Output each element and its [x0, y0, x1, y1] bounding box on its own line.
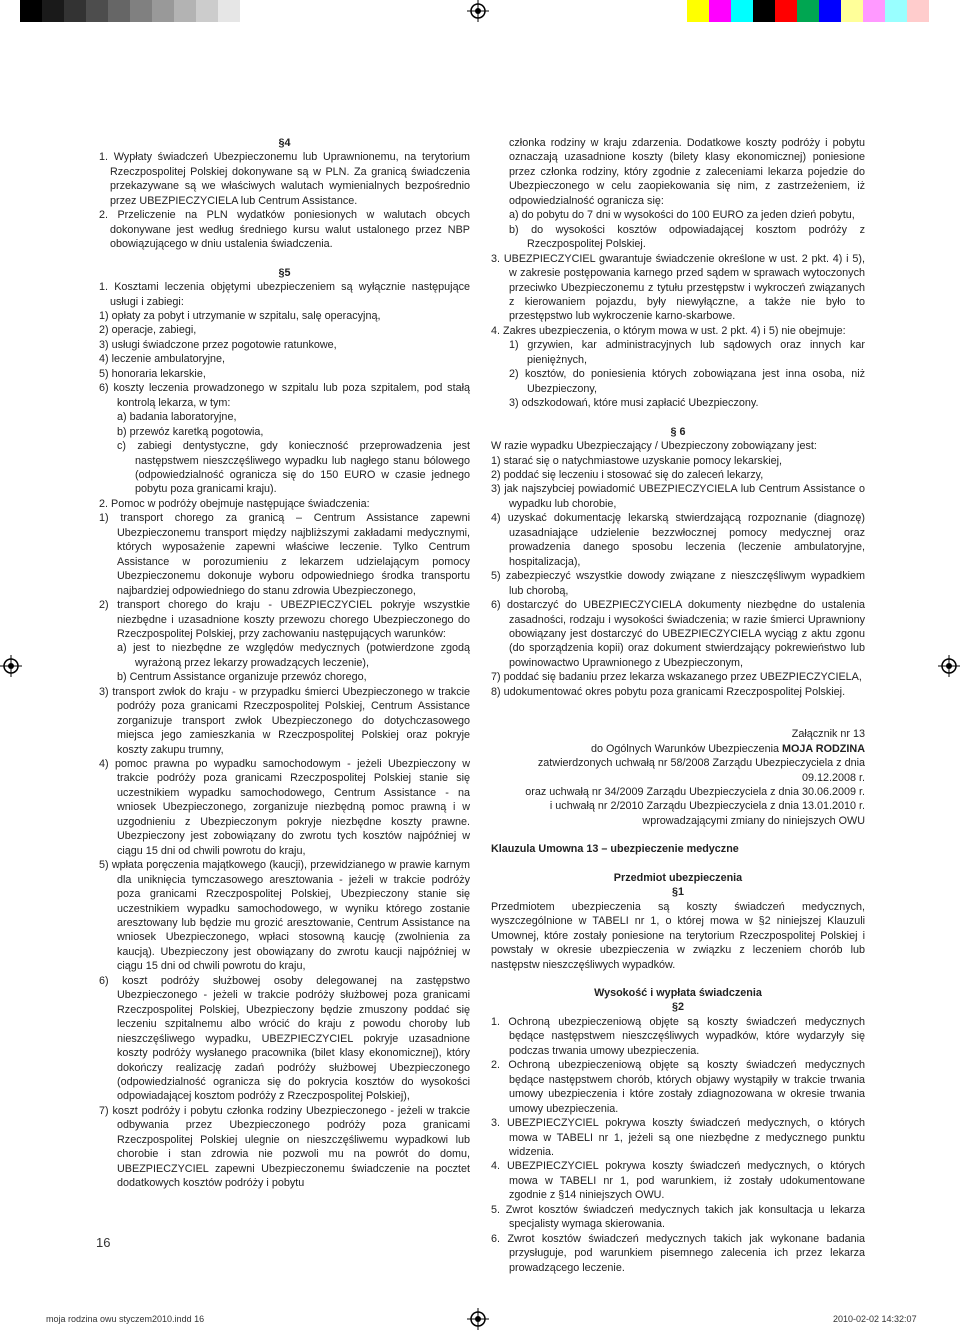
list-item: 2) operacje, zabiegi, — [99, 324, 197, 337]
paragraph: 1. Wypłaty świadczeń Ubezpieczonemu lub Uprawnionemu, na terytorium Rzeczpospolitej Polskiej dokonywane są w PLN. Za granicą świadczenia przekazywane są we właściwych walutach wymienialnych bezpośrednio przez UBEZPIECZYCIELA lub Centrum Assistance. — [99, 151, 470, 207]
color-swatch — [797, 0, 819, 22]
annex-line: do Ogólnych Warunków Ubezpieczenia MOJA RODZINA — [590, 742, 865, 755]
section-heading: § 6 — [670, 425, 686, 438]
page-number: 16 — [96, 1235, 111, 1250]
color-swatch — [841, 0, 863, 22]
registration-mark-icon — [0, 655, 22, 677]
list-item: 7) poddać się badaniu przez lekarza wskazanego przez UBEZPIECZYCIELA, — [491, 671, 862, 684]
color-swatch — [20, 0, 42, 22]
list-item: 5. Zwrot kosztów świadczeń medycznych takich jak konsultacja u lekarza specjalisty wymaga skierowania. — [491, 1203, 865, 1231]
list — [99, 685, 470, 1191]
color-swatch — [218, 0, 240, 22]
list-item: 3. UBEZPIECZYCIEL pokrywa koszty świadczeń medycznych, o których mowa w TABELI nr 1, jeżeli są one niezbędne z medycznego punktu widzenia. — [491, 1117, 865, 1158]
sub-list-item: a) badania laboratoryjne, — [117, 411, 237, 424]
paragraph: 4. Zakres ubezpieczenia, o którym mowa w ust. 2 pkt. 4) i 5) nie obejmuje: — [491, 324, 846, 337]
list-item: 5) honoraria lekarskie, — [99, 367, 206, 380]
list-item: 2) kosztów, do poniesienia których zobowiązana jest inna osoba, niż Ubezpieczony, — [509, 368, 865, 395]
list-item: 6. Zwrot kosztów świadczeń medycznych takich jak wykonane badania przysługuje, pod warunkiem pisemnego zalecenia ich przez lekarza prowadzącego leczenie. — [491, 1232, 865, 1274]
color-swatch — [174, 0, 196, 22]
list-item: 6) koszty leczenia prowadzonego w szpitalu lub poza szpitalem, pod stałą kontrolą lekarza, w tym: — [99, 382, 470, 409]
registration-mark-icon — [467, 1308, 489, 1330]
slug-date: 2010-02-02 14:32:07 — [833, 1314, 917, 1324]
list-item: 3) jak najszybciej powiadomić UBEZPIECZYCIELA lub Centrum Assistance o wypadku lub chorobie, — [491, 483, 865, 510]
list-item: 4) uzyskać dokumentację lekarską stwierdzającą rozpoznanie (diagnozę) uzasadniające udzielenie bezzwłocznej pomocy medycznej oraz prowadzenia danego sposobu leczenia (leczenie ambulatoryjne, hospitalizacja), — [491, 512, 865, 568]
annex-line: Załącznik nr 13 — [791, 728, 865, 741]
color-swatch — [731, 0, 753, 22]
registration-mark-icon — [467, 0, 489, 22]
left-column — [99, 136, 470, 1191]
list-item: 1. Ochroną ubezpieczeniową objęte są koszty świadczeń medycznych będące następstwem nieszczęśliwych wypadków, które wydarzyły się podczas trwania umowy ubezpieczenia. — [491, 1015, 865, 1057]
color-swatch — [775, 0, 797, 22]
list — [99, 511, 470, 641]
list-item: 1) transport chorego za granicą – Centrum Assistance zapewni Ubezpieczonemu transport między najbliższymi zakładami medycznymi, których wyposażenie zapewni właściwe leczenie. Tylko Centrum Assistance w porozumieniu z lekarzem udzielającym pomocy Ubezpieczonemu dokonuje wyboru odpowiedniego środka transportu najbardziej odpowiedniego do stanu zdrowia Ubezpieczonego, — [99, 512, 470, 597]
sub-list — [491, 208, 865, 251]
list-item: 3) odszkodowań, które musi zapłacić Ubezpieczony. — [509, 397, 759, 410]
list — [491, 454, 865, 700]
list-item: 5) zabezpieczyć wszystkie dowody związane z nieszczęśliwym wypadkiem lub chorobą, — [491, 570, 865, 597]
section-heading: Wysokość i wypłata świadczenia — [594, 987, 762, 1000]
color-swatch — [42, 0, 64, 22]
color-swatch — [196, 0, 218, 22]
paragraph: 2. Przeliczenie na PLN wydatków poniesionych w walutach obcych dokonywane jest według średniego kursu walut ustalonego przez NBP obowiązującego w dniu ustalenia świadczenia. — [99, 209, 470, 251]
sub-list-item: b) Centrum Assistance organizuje przewóz chorego, — [117, 671, 367, 684]
paragraph: 3. UBEZPIECZYCIEL gwarantuje świadczenie określone w ust. 2 pkt. 4) i 5), w zakresie postępowania karnego przed sądem w sprawach wytoczonych przeciwko Ubezpieczonemu z tytułu przestępstw i wykroczeń związanych z kierowaniem pojazdu, były niewyłączne, a także nie było to przestępstwo lub wykroczenie karno-skarbowe. — [491, 252, 865, 323]
list-item: 1) starać się o natychmiastowe uzyskanie pomocy lekarskiej, — [491, 454, 783, 467]
list-item: 4. UBEZPIECZYCIEL pokrywa koszty świadczeń medycznych, o których mowa w TABELI nr 1, pod warunkiem, iż zostały udokumentowane zgodnie z §14 niniejszych OWU. — [491, 1160, 865, 1202]
list-item: 8) udokumentować okres pobytu poza granicami Rzeczpospolitej Polskiej. — [491, 685, 846, 698]
slug-file: moja rodzina owu styczem2010.indd 16 — [46, 1314, 205, 1324]
color-swatch — [885, 0, 907, 22]
color-swatch — [863, 0, 885, 22]
color-swatch — [687, 0, 709, 22]
section-heading: §1 — [671, 886, 684, 899]
list — [491, 338, 865, 410]
list-item: 2) poddać się leczeniu i stosować się do zaleceń lekarzy, — [491, 468, 764, 481]
sub-list — [99, 641, 470, 684]
color-swatch — [819, 0, 841, 22]
annex-line: oraz uchwałą nr 34/2009 Zarządu Ubezpieczyciela z dnia 30.06.2009 r. — [525, 786, 865, 799]
color-swatch — [753, 0, 775, 22]
list-item: 5) wpłata poręczenia majątkowego (kaucji), przewidzianego w prawie karnym dla uniknięcia tymczasowego aresztowania - jeżeli w trakcie podróży poza granicami Rzeczpospolitej Polskiej, Ubezpieczony stanie się uczestnikiem wypadku samochodowego, w wyniku którego zostanie aresztowany lub będzie mu grozić aresztowanie, Centrum Assistance na wniosek Ubezpieczonego, wpłaci stosowną kaucję (zwolnienia za kaucją). Ubezpieczony jest obowiązany do zwrotu kaucji najpóźniej w ciągu 15 dni od chwili powrotu do kraju, — [99, 859, 470, 973]
color-swatch — [86, 0, 108, 22]
right-column — [491, 136, 865, 1275]
color-swatch — [108, 0, 130, 22]
sub-list — [99, 410, 470, 497]
annex-line: wprowadzającymi zmiany do niniejszych OWU — [642, 814, 865, 827]
paragraph: Przedmiotem ubezpieczenia są koszty świadczeń medycznych, wyszczególnione w TABELI nr 1, o której mowa w §2 niniejszej Klauzuli Umownej, które zostały poniesione na terytorium Rzeczpospolitej Polskiej i powstały w okresie ubezpieczenia w związku z leczeniem chorób lub następstw nieszczęśliwych wypadków. — [491, 900, 865, 971]
paragraph: członka rodziny w kraju zdarzenia. Dodatkowe koszty podróży i pobytu oznaczają uzasadnione koszty (bilety klasy ekonomicznej) poniesione przez członka rodziny, który zgodnie z zaleceniami lekarza pojedzie do Ubezpieczonego w celu zaopiekowania się nim, z zastrzeżeniem, iż odpowiedzialność ogranicza się: — [509, 137, 865, 207]
list — [99, 309, 470, 410]
section-heading: §4 — [278, 137, 291, 149]
sub-list-item: b) przewóz karetką pogotowia, — [117, 425, 264, 438]
color-bar-left — [20, 0, 240, 22]
list-item: 2. Ochroną ubezpieczeniową objęte są koszty świadczeń medycznych będące następstwem chorób, których objawy wystąpiły w trakcie trwania umowy ubezpieczenia i które zostały zdiagnozowana w okresie trwania umowy ubezpieczenia. — [491, 1059, 865, 1115]
section-heading: §5 — [278, 266, 291, 279]
list-item: 7) koszt podróży i pobytu członka rodziny Ubezpieczonego - jeżeli w trakcie odbywania przez Ubezpieczonego podróży poza granicami Rzeczpospolitej Polskiej ulegnie on nieszczęśliwemu wypadkowi lub chorobie i stan zdrowia nie pozwoli mu na powrót do domu, UBEZPIECZYCIEL zapewni Ubezpieczonemu świadczenie na pocztet dodatkowych kosztów podróży i pobytu — [99, 1104, 470, 1190]
sub-list-item: b) do wysokości kosztów odpowiadającej kosztom podróży z Rzeczpospolitej Polskiej. — [509, 223, 865, 251]
list-item: 1) grzywien, kar administracyjnych lub sądowych oraz innych kar pieniężnych, — [509, 339, 865, 366]
color-swatch — [907, 0, 929, 22]
annex-line: i uchwałą nr 2/2010 Zarządu Ubezpieczyciela z dnia 13.01.2010 r. — [549, 800, 865, 813]
clause-title: Klauzula Umowna 13 – ubezpieczenie medyczne — [491, 843, 739, 856]
list-item: 4) pomoc prawna po wypadku samochodowym - jeżeli Ubezpieczony w trakcie podróży poza granicami Rzeczpospolitej Polskiej stanie się uczestnikiem wypadku samochodowego, Centrum Assistance - na wniosek Ubezpieczonego, zorganizuje niezbędną pomoc prawną i w uzgodnieniu z Ubezpieczonym pokryje niezbędne koszty prawne. Ubezpieczony jest zobowiązany do zwrotu tych kosztów najpóźniej w ciągu 15 dni od chwili powrotu do kraju, — [99, 758, 470, 857]
section-heading: Przedmiot ubezpieczenia — [613, 871, 743, 884]
color-swatch — [64, 0, 86, 22]
list-item: 3) transport zwłok do kraju - w przypadku śmierci Ubezpieczonego w trakcie podróży poza granicami Rzeczpospolitej Polskiej, Centrum Assistance zorganizuje transport zwłok Ubezpieczonego do dotychczasowego miejsca jego zamieszkania w Rzeczpospolitej Polskiej oraz pokryje koszty zakupu trumny, — [99, 685, 470, 756]
color-swatch — [130, 0, 152, 22]
list-item: 4) leczenie ambulatoryjne, — [99, 353, 226, 366]
list-item: 3) usługi świadczone przez pogotowie ratunkowe, — [99, 338, 337, 351]
color-swatch — [709, 0, 731, 22]
paragraph: 2. Pomoc w podróży obejmuje następujące świadczenia: — [99, 497, 370, 510]
paragraph: 1. Kosztami leczenia objętymi ubezpieczeniem są wyłącznie następujące usługi i zabiegi: — [99, 281, 470, 308]
section-heading: §2 — [671, 1001, 684, 1014]
paragraph: W razie wypadku Ubezpieczający / Ubezpieczony zobowiązany jest: — [491, 440, 817, 453]
registration-mark-icon — [938, 655, 960, 677]
sub-list-item: a) do pobytu do 7 dni w wysokości do 100 EURO za jeden dzień pobytu, — [509, 209, 855, 222]
list-item: 1) opłaty za pobyt i utrzymanie w szpitalu, salę operacyjną, — [99, 309, 381, 322]
list-item: 2) transport chorego do kraju - UBEZPIECZYCIEL pokryje wszystkie niezbędne i uzasadnione koszty przewozu chorego Ubezpieczonego do Rzeczpospolitej Polskiej, przy zachowaniu następujących warunków: — [99, 599, 470, 640]
list — [491, 1015, 865, 1275]
product-name: MOJA RODZINA — [782, 742, 865, 755]
color-bar-right — [687, 0, 929, 22]
color-swatch — [152, 0, 174, 22]
annex-line: zatwierdzonych uchwałą nr 58/2008 Zarządu Ubezpieczyciela z dnia 09.12.2008 r. — [537, 757, 865, 784]
sub-list-item: a) jest to niezbędne ze względów medycznych (potwierdzone zgodą wyrażoną przez lekarzy prowadzących leczenie), — [117, 642, 470, 669]
sub-list-item: c) zabiegi dentystyczne, gdy konieczność przeprowadzenia jest następstwem nieszczęśliwego wypadku lub nagłego stanu bólowego (odpowiedzialność ogranicza się do 150 EURO w czasie jednego pobytu poza granicami kraju). — [117, 440, 470, 496]
list-item: 6) dostarczyć do UBEZPIECZYCIELA dokumenty niezbędne do ustalenia zasadności, rodzaju i wysokości świadczenia; w razie śmierci Uprawniony obowiązany jest dostarczyć do UBEZPIECZYCIELA wyciąg z aktu zgonu (do sporządzenia kopii) oraz dokument stwierdzający pokrewieństwo lub powinowactwo Uprawnionego z Ubezpieczonym, — [491, 599, 865, 669]
list-item: 6) koszt podróży służbowej osoby delegowanej na zastępstwo Ubezpieczonego - jeżeli w trakcie podróży służbowej poza granicami Rzeczpospolitej Polskiej, Ubezpieczony będzie zmuszony poddać się leczeniu szpitalnemu albo wrócić do kraju z powodu choroby lub nieszczęśliwego wypadku, UBEZPIECZYCIEL pokryje uzasadnione koszty podróży wysłanego pracownika (bilet klasy ekonomicznej), który dokończy realizację zadań podróży służbowej Ubezpieczonego (odpowiedzialność ogranicza się do pokrycia kosztów do wysokości odpowiadającej kosztom podróży z Rzeczpospolitej Polskiej), — [99, 974, 470, 1103]
